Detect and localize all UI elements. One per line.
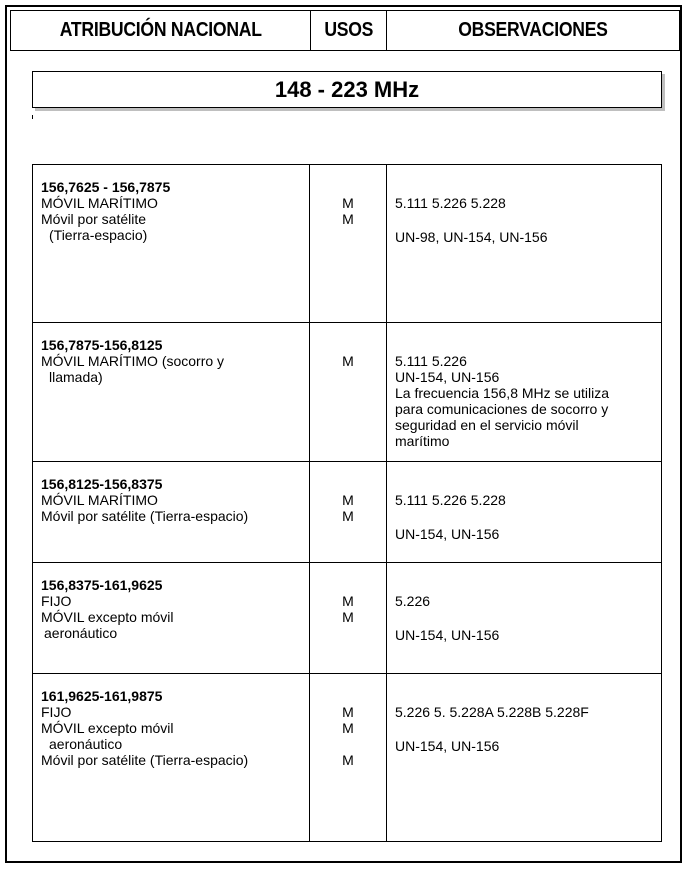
uses-cell — [310, 323, 387, 461]
use-code: M — [342, 195, 354, 211]
header-atribucion — [11, 11, 311, 50]
allocation-line: Móvil por satélite (Tierra-espacio) — [41, 508, 249, 524]
observation-line: 5.226 — [395, 593, 431, 609]
allocation-line: MÓVIL excepto móvil — [41, 609, 174, 625]
header-atribucion-label: ATRIBUCIÓN NACIONAL — [59, 19, 262, 41]
use-code: M — [342, 609, 354, 625]
allocation-line: aeronáutico — [44, 625, 118, 641]
observations-cell — [387, 323, 661, 461]
observation-line: 5.111 5.226 5.228 — [395, 492, 506, 508]
observation-line: UN-154, UN-156 — [395, 738, 500, 754]
observation-line: para comunicaciones de socorro y — [395, 401, 609, 417]
use-code: M — [342, 720, 354, 736]
allocation-line: MÓVIL excepto móvil — [41, 720, 174, 736]
frequency-range: 156,8125-156,8375 — [41, 476, 163, 492]
allocation-line: aeronáutico — [49, 736, 123, 752]
frequency-range: 161,9625-161,9875 — [41, 688, 163, 704]
uses-cell — [310, 563, 387, 673]
frequency-band-title: 148 - 223 MHz — [32, 71, 662, 108]
use-code: M — [342, 704, 354, 720]
allocation-cell — [33, 323, 310, 461]
uses-cell — [310, 165, 387, 322]
margin-mark — [32, 115, 33, 119]
use-code: M — [342, 211, 354, 227]
allocation-line: FIJO — [41, 704, 72, 720]
table-row — [33, 674, 661, 841]
observation-line: marítimo — [395, 433, 450, 449]
table-row — [33, 462, 661, 563]
use-code: M — [342, 492, 354, 508]
observation-line: UN-154, UN-156 — [395, 627, 500, 643]
allocation-line: (Tierra-espacio) — [49, 227, 148, 243]
allocation-cell — [33, 462, 310, 562]
frequency-range: 156,8375-161,9625 — [41, 577, 163, 593]
allocation-line: MÓVIL MARÍTIMO — [41, 492, 158, 508]
table-header — [10, 10, 680, 51]
use-code: M — [342, 593, 354, 609]
table-row — [33, 563, 661, 674]
frequency-range: 156,7875-156,8125 — [41, 337, 163, 353]
observation-line: 5.111 5.226 — [395, 353, 467, 369]
uses-cell — [310, 462, 387, 562]
observation-line: seguridad en el servicio móvil — [395, 417, 579, 433]
table-row — [33, 323, 661, 462]
header-observaciones-label: OBSERVACIONES — [458, 19, 608, 41]
observation-line: 5.111 5.226 5.228 — [395, 195, 506, 211]
header-usos — [311, 11, 387, 50]
allocation-line: MÓVIL MARÍTIMO (socorro y — [41, 353, 225, 369]
use-code: M — [342, 752, 354, 768]
table-row — [33, 165, 661, 323]
allocation-line: Móvil por satélite — [41, 211, 147, 227]
observation-line: UN-98, UN-154, UN-156 — [395, 229, 548, 245]
allocation-cell — [33, 165, 310, 322]
frequency-range: 156,7625 - 156,7875 — [41, 179, 171, 195]
observation-line: UN-154, UN-156 — [395, 526, 500, 542]
observations-cell — [387, 462, 661, 562]
observations-cell — [387, 563, 661, 673]
allocation-line: FIJO — [41, 593, 72, 609]
uses-cell — [310, 674, 387, 841]
observations-cell — [387, 674, 661, 841]
observation-line: La frecuencia 156,8 MHz se utiliza — [395, 385, 609, 401]
allocation-cell — [33, 674, 310, 841]
observation-line: UN-154, UN-156 — [395, 369, 500, 385]
allocation-line: MÓVIL MARÍTIMO — [41, 195, 158, 211]
header-observaciones — [387, 11, 679, 50]
use-code: M — [342, 353, 354, 369]
allocation-line: llamada) — [49, 369, 103, 385]
allocation-cell — [33, 563, 310, 673]
allocation-line: Móvil por satélite (Tierra-espacio) — [41, 752, 249, 768]
header-usos-label: USOS — [324, 19, 373, 41]
observations-cell — [387, 165, 661, 322]
observation-line: 5.226 5. 5.228A 5.228B 5.228F — [395, 704, 589, 720]
allocation-table — [32, 164, 662, 842]
use-code: M — [342, 508, 354, 524]
